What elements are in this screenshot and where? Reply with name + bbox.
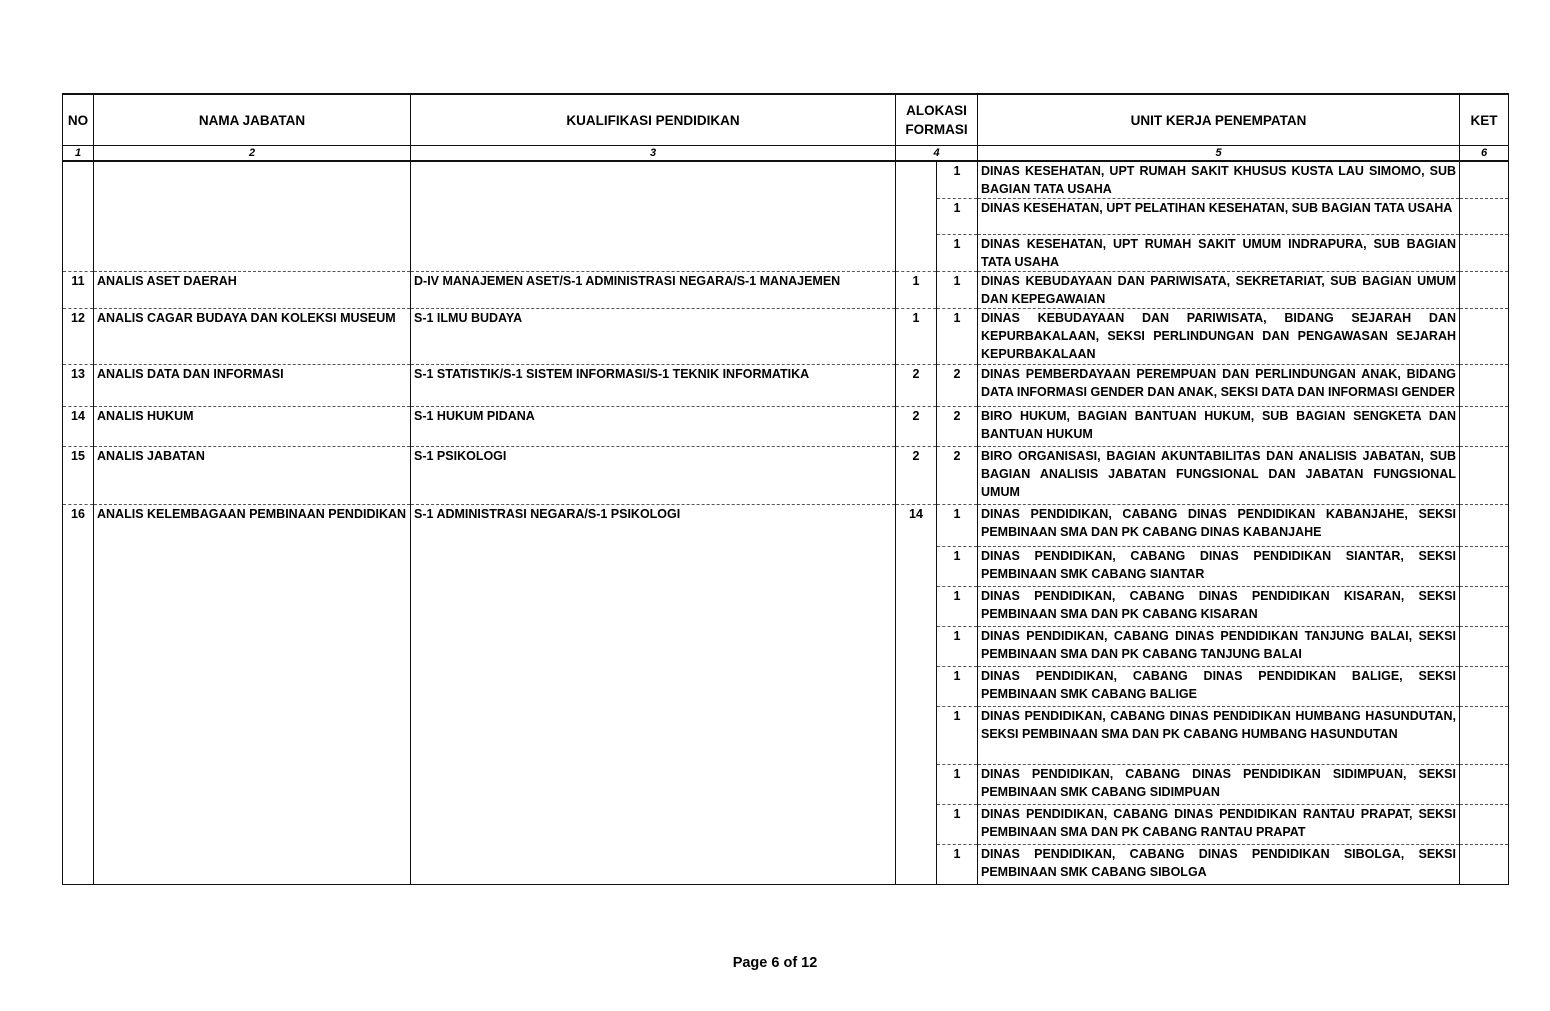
alokasi-unit-cell: 1 bbox=[937, 547, 978, 587]
kualifikasi-cell bbox=[411, 199, 896, 235]
unit-kerja-cell: DINAS KESEHATAN, UPT RUMAH SAKIT KHUSUS KUSTA LAU SIMOMO, SUB BAGIAN TATA USAHA bbox=[978, 161, 1460, 199]
nama-jabatan-cell bbox=[94, 161, 411, 199]
unit-kerja-cell: BIRO ORGANISASI, BAGIAN AKUNTABILITAS DAN ANALISIS JABATAN, SUB BAGIAN ANALISIS JABATAN FUNGSIONAL DAN JABATAN FUNGSIONAL UMUM bbox=[978, 447, 1460, 505]
alokasi-unit-cell: 2 bbox=[937, 365, 978, 407]
table-row bbox=[63, 407, 1509, 447]
nama-jabatan-cell bbox=[94, 667, 411, 707]
column-number: 1 bbox=[63, 146, 94, 162]
alokasi-total-cell bbox=[896, 805, 937, 845]
column-number: 6 bbox=[1460, 146, 1509, 162]
nama-jabatan-cell bbox=[94, 199, 411, 235]
alokasi-unit-cell: 1 bbox=[937, 707, 978, 765]
unit-kerja-cell: DINAS KESEHATAN, UPT PELATIHAN KESEHATAN, SUB BAGIAN TATA USAHA bbox=[978, 199, 1460, 235]
ket-cell bbox=[1460, 407, 1509, 447]
kualifikasi-cell: D-IV MANAJEMEN ASET/S-1 ADMINISTRASI NEGARA/S-1 MANAJEMEN bbox=[411, 272, 896, 309]
alokasi-total-cell bbox=[896, 161, 937, 199]
kualifikasi-cell bbox=[411, 547, 896, 587]
alokasi-total-cell bbox=[896, 627, 937, 667]
header-row bbox=[63, 94, 1509, 146]
unit-kerja-cell: DINAS PENDIDIKAN, CABANG DINAS PENDIDIKAN RANTAU PRAPAT, SEKSI PEMBINAAN SMA DAN PK CABANG RANTAU PRAPAT bbox=[978, 805, 1460, 845]
unit-kerja-cell: DINAS KEBUDAYAAN DAN PARIWISATA, BIDANG SEJARAH DAN KEPURBAKALAAN, SEKSI PERLINDUNGAN DAN PENGAWASAN SEJARAH KEPURBAKALAAN bbox=[978, 309, 1460, 365]
alokasi-total-cell: 2 bbox=[896, 447, 937, 505]
alokasi-unit-cell: 2 bbox=[937, 407, 978, 447]
kualifikasi-cell bbox=[411, 845, 896, 885]
table-row bbox=[63, 161, 1509, 199]
ket-cell bbox=[1460, 309, 1509, 365]
ket-cell bbox=[1460, 805, 1509, 845]
alokasi-unit-cell: 1 bbox=[937, 505, 978, 547]
row-number bbox=[63, 199, 94, 235]
row-number bbox=[63, 805, 94, 845]
page-number: Page 6 of 12 bbox=[732, 955, 818, 971]
table-row bbox=[63, 805, 1509, 845]
nama-jabatan-cell bbox=[94, 845, 411, 885]
unit-kerja-cell: DINAS PENDIDIKAN, CABANG DINAS PENDIDIKAN SIANTAR, SEKSI PEMBINAAN SMK CABANG SIANTAR bbox=[978, 547, 1460, 587]
table-row bbox=[63, 235, 1509, 272]
row-number bbox=[63, 547, 94, 587]
ket-cell bbox=[1460, 505, 1509, 547]
alokasi-unit-cell: 1 bbox=[937, 667, 978, 707]
kualifikasi-cell: S-1 STATISTIK/S-1 SISTEM INFORMASI/S-1 TEKNIK INFORMATIKA bbox=[411, 365, 896, 407]
nama-jabatan-cell bbox=[94, 627, 411, 667]
kualifikasi-cell bbox=[411, 805, 896, 845]
unit-kerja-cell: DINAS PENDIDIKAN, CABANG DINAS PENDIDIKAN BALIGE, SEKSI PEMBINAAN SMK CABANG BALIGE bbox=[978, 667, 1460, 707]
nama-jabatan-cell: ANALIS DATA DAN INFORMASI bbox=[94, 365, 411, 407]
column-number: 4 bbox=[896, 146, 978, 162]
kualifikasi-cell bbox=[411, 667, 896, 707]
table-row bbox=[63, 505, 1509, 547]
ket-cell bbox=[1460, 161, 1509, 199]
ket-cell bbox=[1460, 707, 1509, 765]
nama-jabatan-cell: ANALIS JABATAN bbox=[94, 447, 411, 505]
alokasi-total-cell: 1 bbox=[896, 309, 937, 365]
alokasi-unit-cell: 1 bbox=[937, 235, 978, 272]
alokasi-unit-cell: 1 bbox=[937, 845, 978, 885]
alokasi-unit-cell: 1 bbox=[937, 161, 978, 199]
unit-kerja-cell: DINAS PENDIDIKAN, CABANG DINAS PENDIDIKAN SIDIMPUAN, SEKSI PEMBINAAN SMK CABANG SIDIMPUAN bbox=[978, 765, 1460, 805]
row-number bbox=[63, 627, 94, 667]
kualifikasi-cell: S-1 ILMU BUDAYA bbox=[411, 309, 896, 365]
nama-jabatan-cell bbox=[94, 587, 411, 627]
ket-cell bbox=[1460, 627, 1509, 667]
column-number: 5 bbox=[978, 146, 1460, 162]
ket-cell bbox=[1460, 235, 1509, 272]
unit-kerja-cell: DINAS PENDIDIKAN, CABANG DINAS PENDIDIKAN SIBOLGA, SEKSI PEMBINAAN SMK CABANG SIBOLGA bbox=[978, 845, 1460, 885]
table-row bbox=[63, 272, 1509, 309]
nama-jabatan-cell bbox=[94, 765, 411, 805]
nama-jabatan-cell: ANALIS HUKUM bbox=[94, 407, 411, 447]
ket-cell bbox=[1460, 199, 1509, 235]
nama-jabatan-cell bbox=[94, 235, 411, 272]
unit-kerja-cell: DINAS PENDIDIKAN, CABANG DINAS PENDIDIKAN KISARAN, SEKSI PEMBINAAN SMA DAN PK CABANG KISARAN bbox=[978, 587, 1460, 627]
row-number bbox=[63, 587, 94, 627]
alokasi-total-cell bbox=[896, 587, 937, 627]
header-alokasi-line1: ALOKASI bbox=[906, 103, 967, 118]
alokasi-unit-cell: 1 bbox=[937, 805, 978, 845]
header-ket: KET bbox=[1460, 94, 1509, 146]
unit-kerja-cell: DINAS PENDIDIKAN, CABANG DINAS PENDIDIKAN HUMBANG HASUNDUTAN, SEKSI PEMBINAAN SMA DAN PK CABANG HUMBANG HASUNDUTAN bbox=[978, 707, 1460, 765]
header-unit-kerja: UNIT KERJA PENEMPATAN bbox=[978, 94, 1460, 146]
row-number bbox=[63, 161, 94, 199]
alokasi-total-cell: 2 bbox=[896, 365, 937, 407]
table-row bbox=[63, 627, 1509, 667]
kualifikasi-cell bbox=[411, 627, 896, 667]
alokasi-unit-cell: 1 bbox=[937, 309, 978, 365]
header-alokasi-formasi bbox=[896, 94, 978, 146]
kualifikasi-cell bbox=[411, 707, 896, 765]
alokasi-total-cell bbox=[896, 235, 937, 272]
formasi-table bbox=[62, 93, 1509, 885]
row-number: 16 bbox=[63, 505, 94, 547]
row-number bbox=[63, 707, 94, 765]
table-row bbox=[63, 199, 1509, 235]
table-row bbox=[63, 365, 1509, 407]
row-number: 13 bbox=[63, 365, 94, 407]
row-number bbox=[63, 667, 94, 707]
ket-cell bbox=[1460, 667, 1509, 707]
table-row bbox=[63, 309, 1509, 365]
alokasi-total-cell bbox=[896, 199, 937, 235]
ket-cell bbox=[1460, 587, 1509, 627]
header-alokasi-line2: FORMASI bbox=[905, 122, 968, 137]
table-row bbox=[63, 447, 1509, 505]
row-number: 11 bbox=[63, 272, 94, 309]
row-number bbox=[63, 235, 94, 272]
header-kualifikasi: KUALIFIKASI PENDIDIKAN bbox=[411, 94, 896, 146]
column-number: 3 bbox=[411, 146, 896, 162]
row-number bbox=[63, 765, 94, 805]
table-row bbox=[63, 765, 1509, 805]
nama-jabatan-cell bbox=[94, 547, 411, 587]
unit-kerja-cell: DINAS PEMBERDAYAAN PEREMPUAN DAN PERLINDUNGAN ANAK, BIDANG DATA INFORMASI GENDER DAN ANAK, SEKSI DATA DAN INFORMASI GENDER bbox=[978, 365, 1460, 407]
unit-kerja-cell: DINAS PENDIDIKAN, CABANG DINAS PENDIDIKAN TANJUNG BALAI, SEKSI PEMBINAAN SMA DAN PK CABANG TANJUNG BALAI bbox=[978, 627, 1460, 667]
row-number: 15 bbox=[63, 447, 94, 505]
alokasi-unit-cell: 1 bbox=[937, 199, 978, 235]
row-number bbox=[63, 845, 94, 885]
unit-kerja-cell: DINAS KESEHATAN, UPT RUMAH SAKIT UMUM INDRAPURA, SUB BAGIAN TATA USAHA bbox=[978, 235, 1460, 272]
unit-kerja-cell: DINAS KEBUDAYAAN DAN PARIWISATA, SEKRETARIAT, SUB BAGIAN UMUM DAN KEPEGAWAIAN bbox=[978, 272, 1460, 309]
alokasi-unit-cell: 1 bbox=[937, 587, 978, 627]
ket-cell bbox=[1460, 547, 1509, 587]
alokasi-unit-cell: 1 bbox=[937, 765, 978, 805]
table-row bbox=[63, 845, 1509, 885]
alokasi-unit-cell: 1 bbox=[937, 272, 978, 309]
alokasi-unit-cell: 2 bbox=[937, 447, 978, 505]
alokasi-total-cell: 2 bbox=[896, 407, 937, 447]
column-number: 2 bbox=[94, 146, 411, 162]
table-row bbox=[63, 587, 1509, 627]
alokasi-total-cell bbox=[896, 707, 937, 765]
kualifikasi-cell: S-1 HUKUM PIDANA bbox=[411, 407, 896, 447]
kualifikasi-cell bbox=[411, 587, 896, 627]
nama-jabatan-cell bbox=[94, 805, 411, 845]
unit-kerja-cell: DINAS PENDIDIKAN, CABANG DINAS PENDIDIKAN KABANJAHE, SEKSI PEMBINAAN SMA DAN PK CABANG DINAS KABANJAHE bbox=[978, 505, 1460, 547]
row-number: 14 bbox=[63, 407, 94, 447]
kualifikasi-cell bbox=[411, 765, 896, 805]
alokasi-total-cell bbox=[896, 547, 937, 587]
kualifikasi-cell bbox=[411, 161, 896, 199]
kualifikasi-cell: S-1 PSIKOLOGI bbox=[411, 447, 896, 505]
alokasi-total-cell bbox=[896, 845, 937, 885]
kualifikasi-cell: S-1 ADMINISTRASI NEGARA/S-1 PSIKOLOGI bbox=[411, 505, 896, 547]
ket-cell bbox=[1460, 845, 1509, 885]
header-nama-jabatan: NAMA JABATAN bbox=[94, 94, 411, 146]
table-row bbox=[63, 707, 1509, 765]
nama-jabatan-cell: ANALIS ASET DAERAH bbox=[94, 272, 411, 309]
alokasi-total-cell bbox=[896, 765, 937, 805]
header-no: NO bbox=[63, 94, 94, 146]
nama-jabatan-cell bbox=[94, 707, 411, 765]
nama-jabatan-cell: ANALIS CAGAR BUDAYA DAN KOLEKSI MUSEUM bbox=[94, 309, 411, 365]
row-number: 12 bbox=[63, 309, 94, 365]
ket-cell bbox=[1460, 365, 1509, 407]
column-number-row bbox=[63, 146, 1509, 162]
alokasi-unit-cell: 1 bbox=[937, 627, 978, 667]
kualifikasi-cell bbox=[411, 235, 896, 272]
nama-jabatan-cell: ANALIS KELEMBAGAAN PEMBINAAN PENDIDIKAN bbox=[94, 505, 411, 547]
alokasi-total-cell: 1 bbox=[896, 272, 937, 309]
table-row bbox=[63, 547, 1509, 587]
alokasi-total-cell bbox=[896, 667, 937, 707]
ket-cell bbox=[1460, 447, 1509, 505]
table-row bbox=[63, 667, 1509, 707]
alokasi-total-cell: 14 bbox=[896, 505, 937, 547]
unit-kerja-cell: BIRO HUKUM, BAGIAN BANTUAN HUKUM, SUB BAGIAN SENGKETA DAN BANTUAN HUKUM bbox=[978, 407, 1460, 447]
ket-cell bbox=[1460, 765, 1509, 805]
ket-cell bbox=[1460, 272, 1509, 309]
